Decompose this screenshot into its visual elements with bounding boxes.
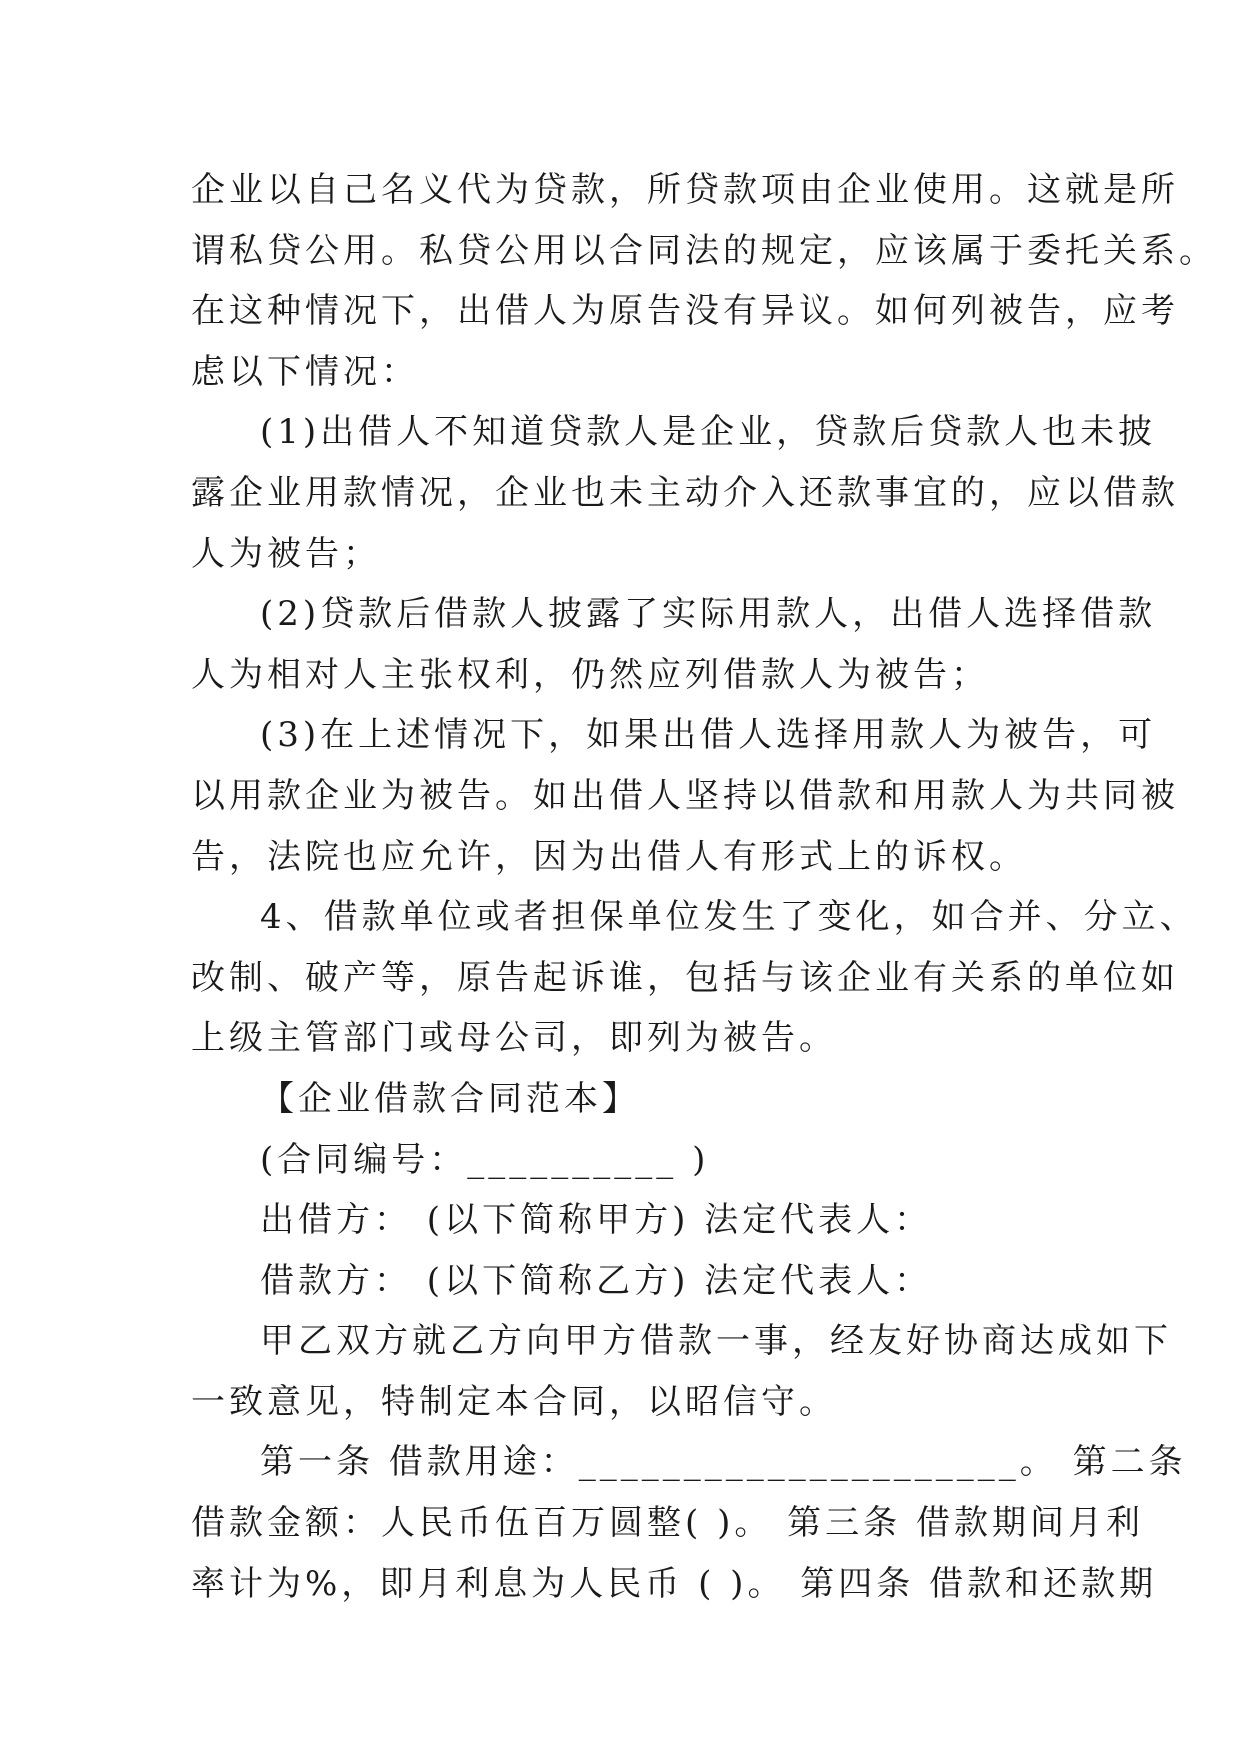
- text-line: 率计为%，即月利息为人民币 ( )。 第四条 借款和还款期: [191, 1563, 1158, 1604]
- text-line: 上级主管部门或母公司，即列为被告。: [191, 1018, 837, 1059]
- text-line: (合同编号：__________ ): [260, 1139, 710, 1180]
- text-line: 【企业借款合同范本】: [260, 1078, 640, 1119]
- text-line: 出借方： (以下简称甲方) 法定代表人：: [260, 1200, 933, 1241]
- text-line: 4、借款单位或者担保单位发生了变化，如合并、分立、: [260, 897, 1198, 938]
- text-line: 一致意见，特制定本合同，以昭信守。: [191, 1381, 837, 1422]
- text-line: 谓私贷公用。私贷公用以合同法的规定，应该属于委托关系。: [191, 230, 1217, 271]
- text-line: 告，法院也应允许，因为出借人有形式上的诉权。: [191, 836, 1027, 877]
- document-body: [191, 160, 1217, 1614]
- text-line: (1)出借人不知道贷款人是企业，贷款后贷款人也未披: [260, 412, 1157, 453]
- text-line: (2)贷款后借款人披露了实际用款人，出借人选择借款: [260, 594, 1157, 635]
- text-line: 露企业用款情况，企业也未主动介入还款事宜的，应以借款: [191, 472, 1179, 513]
- text-line: (3)在上述情况下，如果出借人选择用款人为被告，可: [260, 715, 1157, 756]
- text-line: 借款金额：人民币伍百万圆整( )。 第三条 借款期间月利: [191, 1503, 1144, 1544]
- text-line: 虑以下情况：: [191, 351, 419, 392]
- text-line: 甲乙双方就乙方向甲方借款一事，经友好协商达成如下: [260, 1321, 1172, 1362]
- text-line: 企业以自己名义代为贷款，所贷款项由企业使用。这就是所: [191, 170, 1179, 210]
- text-line: 人为相对人主张权利，仍然应列借款人为被告；: [191, 654, 989, 695]
- text-line: 以用款企业为被告。如出借人坚持以借款和用款人为共同被: [191, 775, 1179, 816]
- text-line: 人为被告；: [191, 533, 381, 574]
- text-line: 第一条 借款用途：_____________________。 第二条: [260, 1442, 1187, 1483]
- text-line: 借款方： (以下简称乙方) 法定代表人：: [260, 1260, 933, 1301]
- text-line: 改制、破产等，原告起诉谁，包括与该企业有关系的单位如: [191, 957, 1179, 998]
- text-line: 在这种情况下，出借人为原告没有异议。如何列被告，应考: [191, 291, 1179, 332]
